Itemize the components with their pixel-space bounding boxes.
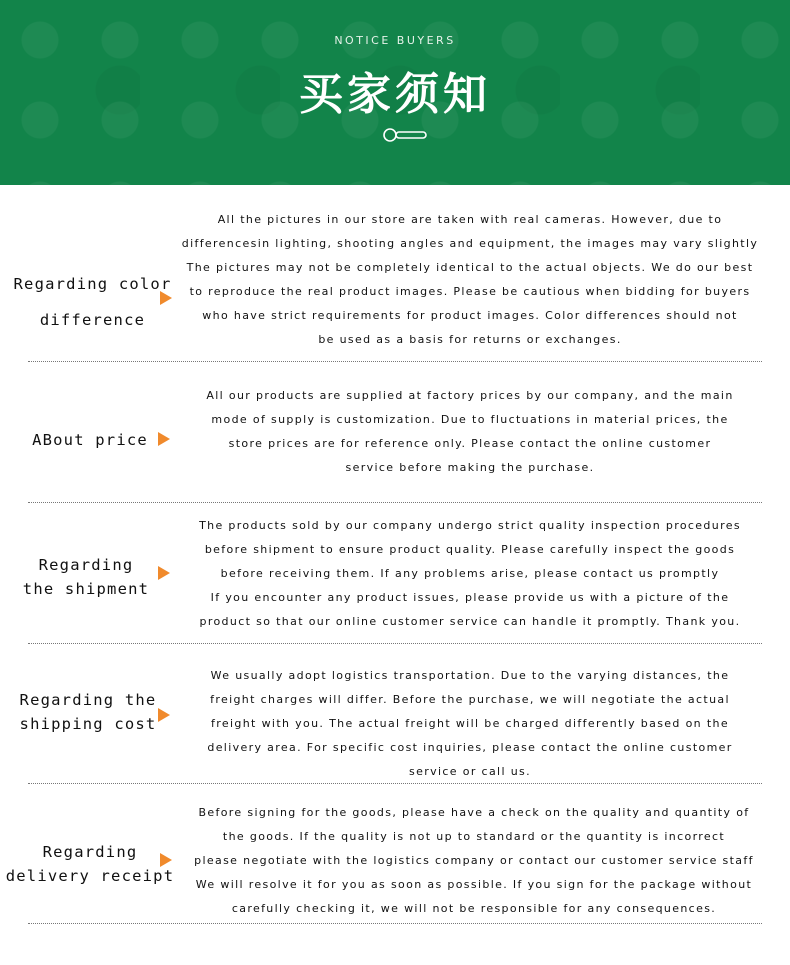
- body-line: If you encounter any product issues, please provide us with a picture of the: [210, 591, 730, 604]
- section-label: [0, 266, 185, 338]
- section-body: [174, 801, 774, 921]
- body-line: to reproduce the real product images. Please be cautious when bidding for buyers: [189, 285, 751, 298]
- section-label: [0, 428, 180, 452]
- section-label-line: Regarding: [42, 843, 138, 861]
- key-icon: [383, 128, 429, 142]
- body-line: be used as a basis for returns or exchanges.: [318, 333, 622, 346]
- section-body: [170, 514, 770, 634]
- body-line: We usually adopt logistics transportation. Due to the varying distances, the: [210, 669, 730, 682]
- arrow-icon: [158, 432, 170, 446]
- section-label: [0, 553, 172, 601]
- body-line: store prices are for reference only. Please contact the online customer: [228, 437, 712, 450]
- section-label-line: delivery receipt: [5, 867, 175, 885]
- body-line: mode of supply is customization. Due to fluctuations in material prices, the: [211, 413, 729, 426]
- body-line: The products sold by our company undergo strict quality inspection procedures: [199, 519, 741, 532]
- body-line: differencesin lighting, shooting angles and equipment, the images may vary slightly: [181, 237, 759, 250]
- section-label-line: ABout price: [32, 431, 148, 449]
- header-banner: [0, 0, 790, 185]
- body-line: before shipment to ensure product quality. Please carefully inspect the goods: [204, 543, 736, 556]
- section-label-line: Regarding color: [13, 275, 172, 293]
- body-line: freight charges will differ. Before the purchase, we will negotiate the actual: [210, 693, 730, 706]
- divider: [28, 361, 762, 362]
- body-line: the goods. If the quality is not up to standard or the quantity is incorrect: [222, 830, 726, 843]
- section-label-line: Regarding the: [19, 691, 157, 709]
- body-line: The pictures may not be completely identical to the actual objects. We do our best: [186, 261, 754, 274]
- body-line: product so that our online customer service can handle it promptly. Thank you.: [199, 615, 741, 628]
- banner-subtitle: NOTICE BUYERS: [334, 34, 456, 47]
- section-label-line: shipping cost: [19, 715, 157, 733]
- body-line: please negotiate with the logistics company or contact our customer service staff: [194, 854, 754, 867]
- body-line: service or call us.: [409, 765, 531, 778]
- divider: [28, 502, 762, 503]
- section-label: [0, 688, 176, 736]
- arrow-icon: [158, 708, 170, 722]
- arrow-icon: [160, 853, 172, 867]
- section-label: [0, 840, 180, 888]
- divider: [28, 923, 762, 924]
- body-line: delivery area. For specific cost inquiries, please contact the online customer: [207, 741, 733, 754]
- section-label-line: the shipment: [22, 580, 150, 598]
- arrow-icon: [158, 566, 170, 580]
- section-body: [170, 664, 770, 784]
- banner-title: 买家须知: [299, 69, 491, 120]
- body-line: All our products are supplied at factory prices by our company, and the main: [206, 389, 734, 402]
- body-line: Before signing for the goods, please have a check on the quality and quantity of: [198, 806, 750, 819]
- body-line: All the pictures in our store are taken with real cameras. However, due to: [217, 213, 723, 226]
- body-line: service before making the purchase.: [345, 461, 595, 474]
- body-line: freight with you. The actual freight will be charged differently based on the: [211, 717, 729, 730]
- divider: [28, 783, 762, 784]
- body-line: carefully checking it, we will not be responsible for any consequences.: [231, 902, 717, 915]
- divider: [28, 643, 762, 644]
- body-line: We will resolve it for you as soon as possible. If you sign for the package without: [195, 878, 753, 891]
- section-label-line: difference: [39, 311, 146, 329]
- section-label-line: Regarding: [38, 556, 134, 574]
- section-body: [170, 208, 770, 352]
- body-line: before receiving them. If any problems arise, please contact us promptly: [220, 567, 720, 580]
- body-line: who have strict requirements for product images. Color differences should not: [202, 309, 738, 322]
- section-body: [170, 384, 770, 480]
